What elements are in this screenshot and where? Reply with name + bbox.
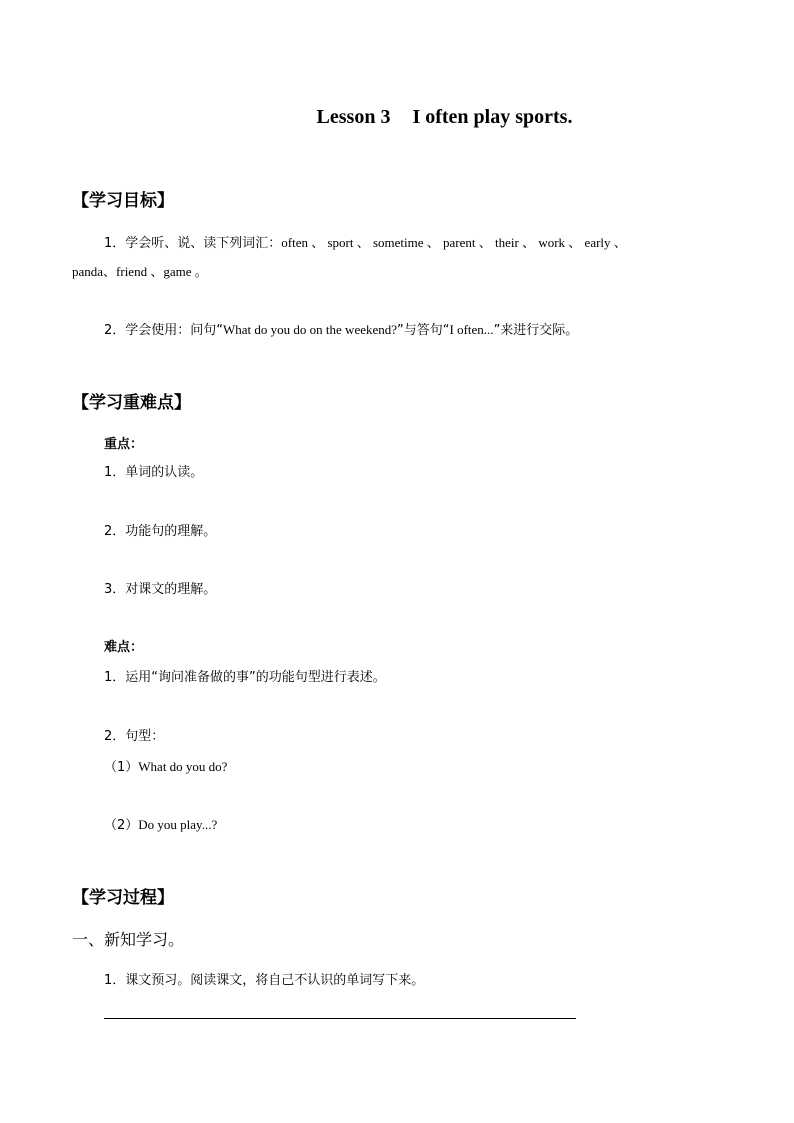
goals-heading: 【学习目标】 bbox=[72, 191, 174, 211]
difficulty-item-1: 1．运用“询问准备做的事”的功能句型进行表述。 bbox=[104, 670, 386, 685]
goals-item-1-words: often 、 sport 、 sometime 、 parent 、 their 、 work 、 early 、 bbox=[281, 235, 627, 250]
process-heading: 【学习过程】 bbox=[72, 888, 174, 908]
sentence-pattern-2 bbox=[104, 818, 217, 832]
goals-item-2-middle: ”与答句“ bbox=[397, 323, 450, 338]
sentence-pattern-1-number: （1） bbox=[104, 760, 139, 775]
process-part-1-title: 一、新知学习。 bbox=[72, 930, 185, 949]
goals-item-2-answer: I often... bbox=[449, 322, 494, 337]
goals-item-1-words-cont: panda、friend 、game 。 bbox=[72, 264, 208, 279]
goals-item-1 bbox=[104, 236, 627, 250]
difficulty-label: 难点： bbox=[104, 640, 144, 655]
lesson-number: Lesson 3 bbox=[316, 106, 391, 128]
difficulty-item-2: 2．句型： bbox=[104, 729, 165, 744]
sentence-pattern-1-text: What do you do? bbox=[138, 759, 228, 774]
sentence-pattern-2-number: （2） bbox=[104, 818, 139, 833]
sentence-pattern-2-text: Do you play...? bbox=[138, 817, 218, 832]
lesson-sentence: I often play sports. bbox=[412, 106, 573, 128]
goals-item-1-prefix: 1．学会听、说、读下列词汇： bbox=[104, 236, 282, 251]
focus-item-1: 1．单词的认读。 bbox=[104, 465, 204, 480]
focus-label: 重点： bbox=[104, 437, 144, 452]
focus-item-3: 3．对课文的理解。 bbox=[104, 582, 217, 597]
key-points-heading: 【学习重难点】 bbox=[72, 393, 191, 413]
process-part-1-item-1: 1．课文预习。阅读课文，将自己不认识的单词写下来。 bbox=[104, 973, 425, 988]
goals-item-2-prefix: 2．学会使用：问句“ bbox=[104, 323, 224, 338]
goals-item-2 bbox=[104, 323, 578, 337]
goals-item-2-suffix: ”来进行交际。 bbox=[493, 323, 579, 338]
sentence-pattern-1 bbox=[104, 760, 227, 774]
focus-item-2: 2．功能句的理解。 bbox=[104, 524, 217, 539]
page-title bbox=[0, 107, 794, 127]
goals-item-2-question: What do you do on the weekend? bbox=[223, 322, 398, 337]
answer-line[interactable] bbox=[104, 1018, 576, 1019]
